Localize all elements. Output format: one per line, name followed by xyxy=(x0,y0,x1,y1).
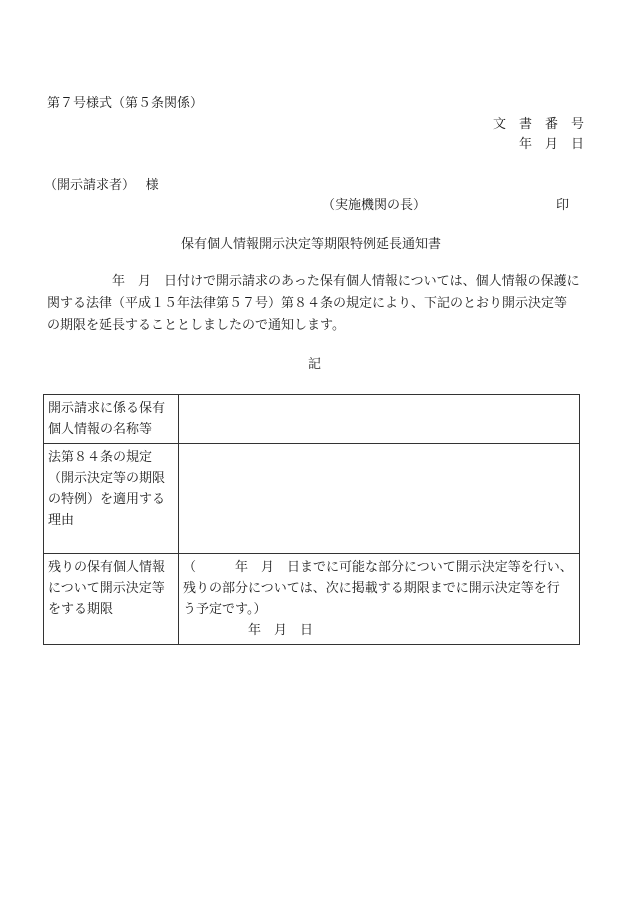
row-label: 法第８４条の規定 （開示決定等の期限 の特例）を適用する 理由 xyxy=(44,444,179,554)
table-row xyxy=(44,554,580,645)
body-line: 年 月 日付けで開示請求のあった保有個人情報については、個人情報の保護に xyxy=(47,274,580,289)
document-date: 年 月 日 xyxy=(518,137,584,152)
body-line: 関する法律（平成１５年法律第５７号）第８４条の規定により、下記のとおり開示決定等 xyxy=(47,296,568,311)
sender-title: （実施機関の長） xyxy=(322,198,427,213)
body-line: の期限を延長することとしましたので通知します。 xyxy=(47,318,345,333)
document-number: 文 書 番 号 xyxy=(492,117,584,132)
row-label: 残りの保有個人情報 について開示決定等 をする期限 xyxy=(44,554,179,645)
document-title: 保有個人情報開示決定等期限特例延長通知書 xyxy=(181,237,442,252)
row-label: 開示請求に係る保有 個人情報の名称等 xyxy=(44,395,179,444)
table-row xyxy=(44,444,580,554)
details-table xyxy=(43,394,580,645)
reason-cell[interactable] xyxy=(179,444,580,554)
addressee: （開示請求者） 様 xyxy=(44,178,159,193)
ki-heading: 記 xyxy=(308,357,322,372)
form-number: 第７号様式（第５条関係） xyxy=(47,96,204,111)
seal-mark: 印 xyxy=(556,198,570,213)
table-row xyxy=(44,395,580,444)
notice-body xyxy=(47,271,584,337)
deadline-cell[interactable]: （ 年 月 日までに可能な部分について開示決定等を行い、 残りの部分については、次に掲載する期限までに開示決定等を行 う予定です。） 年 月 日 xyxy=(179,554,580,645)
info-name-cell[interactable] xyxy=(179,395,580,444)
